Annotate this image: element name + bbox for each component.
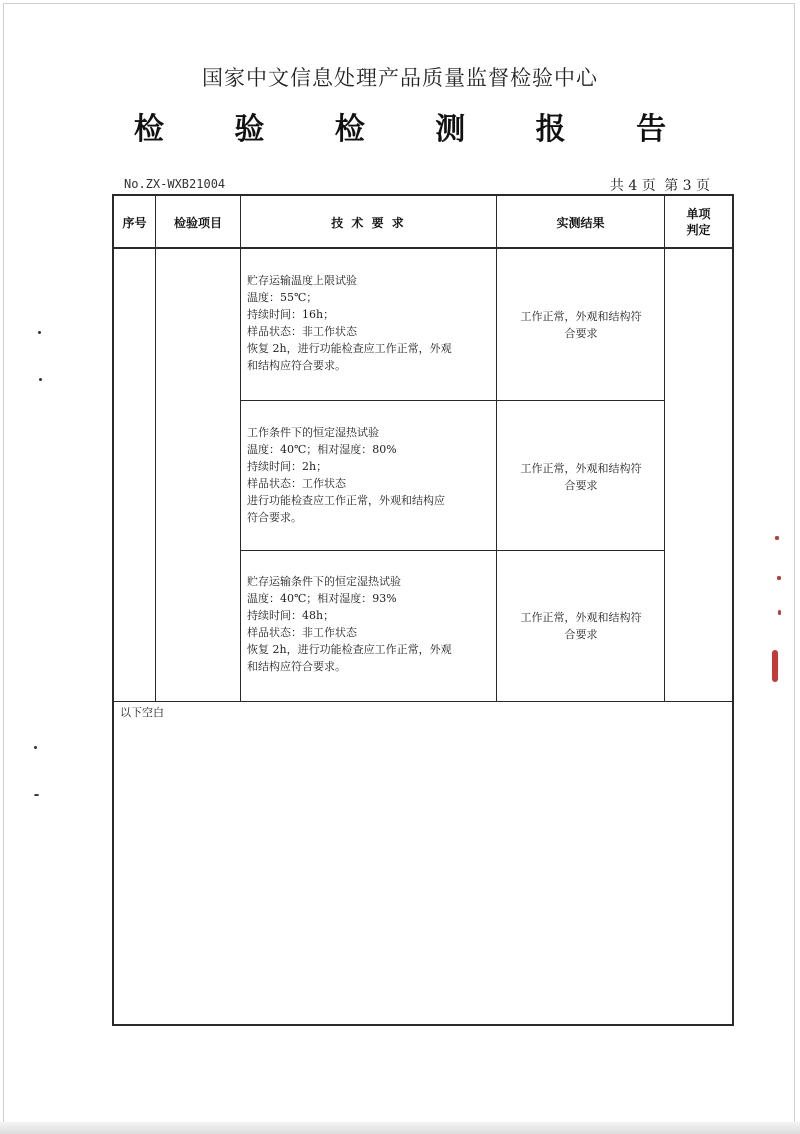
page-total: 共 4 页 — [609, 178, 656, 194]
requirement-line: 贮存运输条件下的恒定湿热试验 — [247, 575, 401, 588]
requirement-line: 样品状态：非工作状态 — [247, 626, 357, 639]
issuing-center-name: 国家中文信息处理产品质量监督检验中心 — [202, 66, 598, 90]
requirement-line: 持续时间：2h； — [247, 460, 328, 473]
header-verdict-line2: 判定 — [686, 223, 711, 237]
blank-below-note: 以下空白 — [120, 706, 164, 719]
result-line: 合要求 — [564, 628, 598, 641]
header-verdict-line1: 单项 — [686, 207, 711, 221]
page-current: 第 3 页 — [664, 178, 710, 194]
header-seq: 序号 — [122, 215, 147, 230]
requirement-line: 恢复 2h，进行功能检查应工作正常，外观 — [247, 342, 452, 355]
scan-speck — [38, 331, 41, 334]
row-divider — [114, 701, 732, 702]
seal-fragment — [775, 536, 779, 540]
scan-speck — [39, 378, 42, 381]
requirement-line: 恢复 2h，进行功能检查应工作正常，外观 — [247, 643, 452, 656]
header-requirement: 技 术 要 求 — [331, 215, 406, 230]
seal-fragment — [772, 650, 778, 682]
header-verdict — [665, 198, 732, 246]
header-divider — [114, 247, 732, 249]
requirement-cell — [247, 272, 492, 374]
col-divider — [240, 196, 241, 702]
requirement-line: 和结构应符合要求。 — [247, 660, 346, 673]
requirement-line: 样品状态：非工作状态 — [247, 325, 357, 338]
report-number: No.ZX-WXB21004 — [124, 177, 226, 191]
requirement-line: 贮存运输温度上限试验 — [247, 274, 357, 287]
row-divider — [240, 400, 664, 401]
result-line: 工作正常，外观和结构符 — [520, 611, 642, 624]
requirement-line: 进行功能检查应工作正常，外观和结构应 — [247, 494, 445, 507]
scan-bottom-edge — [0, 1122, 800, 1134]
result-line: 工作正常，外观和结构符 — [520, 310, 642, 323]
requirement-line: 温度：40℃；相对湿度：93% — [247, 592, 397, 605]
page-count — [606, 175, 710, 195]
requirement-line: 持续时间：48h； — [247, 609, 335, 622]
result-cell — [500, 460, 662, 494]
result-cell — [500, 609, 662, 643]
seal-fragment — [778, 610, 781, 615]
header-item: 检验项目 — [173, 215, 222, 230]
requirement-cell — [247, 573, 492, 675]
col-divider — [496, 196, 497, 702]
scan-speck — [34, 746, 37, 749]
requirement-line: 温度：40℃；相对湿度：80% — [247, 443, 397, 456]
seal-fragment — [777, 576, 781, 580]
requirement-line: 工作条件下的恒定湿热试验 — [247, 426, 379, 439]
header-result: 实测结果 — [556, 215, 605, 230]
requirement-line: 符合要求。 — [247, 511, 302, 524]
col-divider — [155, 196, 156, 702]
result-cell — [500, 308, 662, 342]
report-title: 检 验 检 测 报 告 — [133, 112, 697, 147]
result-line: 合要求 — [564, 479, 598, 492]
scan-speck — [34, 794, 39, 796]
requirement-line: 样品状态：工作状态 — [247, 477, 346, 490]
result-line: 合要求 — [564, 327, 598, 340]
requirement-line: 温度：55℃； — [247, 291, 318, 304]
requirement-cell — [247, 424, 492, 526]
row-divider — [240, 550, 664, 551]
result-line: 工作正常，外观和结构符 — [520, 462, 642, 475]
requirement-line: 持续时间：16h； — [247, 308, 335, 321]
col-divider — [664, 196, 665, 702]
requirement-line: 和结构应符合要求。 — [247, 359, 346, 372]
